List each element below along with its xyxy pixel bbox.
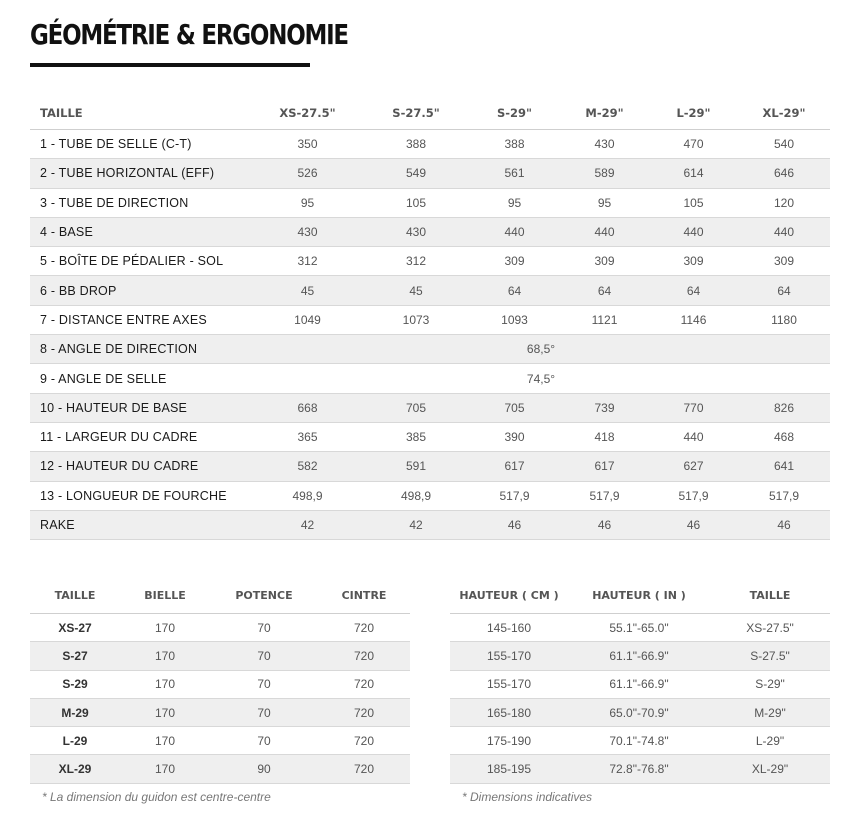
components-row: [30, 755, 410, 783]
geometry-cell: 561: [469, 159, 560, 188]
geometry-cell: 668: [252, 393, 363, 422]
geometry-cell: 105: [649, 188, 738, 217]
geometry-cell: 498,9: [363, 481, 469, 510]
geometry-header-cell: TAILLE: [30, 96, 252, 130]
geometry-cell: 440: [469, 217, 560, 246]
geometry-header-cell: M-29": [560, 96, 649, 130]
geometry-cell: 440: [560, 217, 649, 246]
sizing-cell: S-27.5": [710, 642, 830, 670]
geometry-cell: 42: [252, 510, 363, 539]
geometry-cell: 350: [252, 130, 363, 159]
sizing-note: * Dimensions indicatives: [462, 790, 593, 804]
sizing-row: [450, 642, 830, 670]
components-cell: 170: [120, 727, 210, 755]
page-title: GÉOMÉTRIE & ERGONOMIE: [30, 18, 348, 51]
geometry-cell: 388: [363, 130, 469, 159]
components-cell: 170: [120, 670, 210, 698]
components-cell: 720: [318, 642, 410, 670]
geometry-cell: 95: [560, 188, 649, 217]
geometry-header-cell: S-27.5": [363, 96, 469, 130]
components-cell: 170: [120, 642, 210, 670]
geometry-row-label: 6 - BB DROP: [30, 276, 252, 305]
geometry-cell: 64: [738, 276, 830, 305]
components-note: * La dimension du guidon est centre-centre: [42, 790, 271, 804]
sizing-cell: XL-29": [710, 755, 830, 783]
components-cell: 70: [210, 727, 318, 755]
geometry-cell: 589: [560, 159, 649, 188]
geometry-row: [30, 159, 830, 188]
geometry-cell: 309: [469, 247, 560, 276]
geometry-cell: 385: [363, 422, 469, 451]
geometry-cell: 591: [363, 452, 469, 481]
sizing-cell: 65.0"-70.9": [568, 698, 710, 726]
geometry-row: [30, 452, 830, 481]
components-cell: 720: [318, 698, 410, 726]
geometry-row-label: 3 - TUBE DE DIRECTION: [30, 188, 252, 217]
components-cell: 70: [210, 614, 318, 642]
title-underline: [30, 63, 310, 67]
sizing-cell: 70.1"-74.8": [568, 727, 710, 755]
sizing-cell: 165-180: [450, 698, 568, 726]
geometry-cell: 770: [649, 393, 738, 422]
components-size-cell: S-27: [30, 642, 120, 670]
geometry-row-label: 12 - HAUTEUR DU CADRE: [30, 452, 252, 481]
geometry-cell: 617: [469, 452, 560, 481]
geometry-row: [30, 188, 830, 217]
geometry-cell: 74,5°: [252, 364, 830, 393]
geometry-cell: 646: [738, 159, 830, 188]
geometry-cell: 120: [738, 188, 830, 217]
geometry-cell: 390: [469, 422, 560, 451]
geometry-cell: 64: [649, 276, 738, 305]
sizing-cell: XS-27.5": [710, 614, 830, 642]
geometry-cell: 470: [649, 130, 738, 159]
geometry-cell: 430: [363, 217, 469, 246]
sizing-cell: 61.1"-66.9": [568, 642, 710, 670]
geometry-cell: 468: [738, 422, 830, 451]
geometry-row: [30, 247, 830, 276]
geometry-cell: 388: [469, 130, 560, 159]
geometry-cell: 46: [738, 510, 830, 539]
sizing-row: [450, 698, 830, 726]
sizing-cell: S-29": [710, 670, 830, 698]
geometry-cell: 42: [363, 510, 469, 539]
components-size-cell: L-29: [30, 727, 120, 755]
geometry-row: [30, 130, 830, 159]
geometry-cell: 549: [363, 159, 469, 188]
geometry-cell: 365: [252, 422, 363, 451]
geometry-row: [30, 393, 830, 422]
geometry-cell: 440: [649, 422, 738, 451]
geometry-cell: 440: [649, 217, 738, 246]
geometry-cell: 418: [560, 422, 649, 451]
components-table: [30, 578, 410, 784]
geometry-row: [30, 481, 830, 510]
geometry-cell: 705: [363, 393, 469, 422]
geometry-cell: 517,9: [469, 481, 560, 510]
sizing-cell: 61.1"-66.9": [568, 670, 710, 698]
sizing-cell: L-29": [710, 727, 830, 755]
geometry-row-label: 10 - HAUTEUR DE BASE: [30, 393, 252, 422]
geometry-header-cell: L-29": [649, 96, 738, 130]
geometry-cell: 95: [252, 188, 363, 217]
sizing-cell: 72.8"-76.8": [568, 755, 710, 783]
sizing-header-cell: HAUTEUR ( IN ): [568, 578, 710, 614]
sizing-cell: M-29": [710, 698, 830, 726]
components-header-cell: CINTRE: [318, 578, 410, 614]
geometry-row-label: 8 - ANGLE DE DIRECTION: [30, 335, 252, 364]
geometry-header-cell: XS-27.5": [252, 96, 363, 130]
sizing-row: [450, 614, 830, 642]
geometry-cell: 1093: [469, 305, 560, 334]
geometry-cell: 1121: [560, 305, 649, 334]
geometry-cell: 1049: [252, 305, 363, 334]
sizing-header-row: [450, 578, 830, 614]
geometry-row-label: 1 - TUBE DE SELLE (C-T): [30, 130, 252, 159]
components-cell: 70: [210, 698, 318, 726]
geometry-cell: 46: [560, 510, 649, 539]
components-size-cell: XL-29: [30, 755, 120, 783]
geometry-row: [30, 335, 830, 364]
geometry-cell: 517,9: [560, 481, 649, 510]
geometry-cell: 540: [738, 130, 830, 159]
components-size-cell: S-29: [30, 670, 120, 698]
geometry-cell: 309: [649, 247, 738, 276]
sizing-row: [450, 727, 830, 755]
geometry-cell: 526: [252, 159, 363, 188]
geometry-cell: 45: [363, 276, 469, 305]
sizing-cell: 155-170: [450, 670, 568, 698]
geometry-row-label: RAKE: [30, 510, 252, 539]
geometry-cell: 95: [469, 188, 560, 217]
components-size-cell: M-29: [30, 698, 120, 726]
components-cell: 70: [210, 642, 318, 670]
geometry-cell: 614: [649, 159, 738, 188]
components-header-cell: POTENCE: [210, 578, 318, 614]
geometry-cell: 1073: [363, 305, 469, 334]
components-row: [30, 727, 410, 755]
components-header-row: [30, 578, 410, 614]
components-cell: 170: [120, 755, 210, 783]
geometry-cell: 1180: [738, 305, 830, 334]
geometry-cell: 440: [738, 217, 830, 246]
sizing-cell: 155-170: [450, 642, 568, 670]
geometry-cell: 739: [560, 393, 649, 422]
components-cell: 720: [318, 727, 410, 755]
geometry-cell: 45: [252, 276, 363, 305]
geometry-cell: 641: [738, 452, 830, 481]
geometry-cell: 68,5°: [252, 335, 830, 364]
geometry-header-cell: XL-29": [738, 96, 830, 130]
components-row: [30, 670, 410, 698]
components-header-cell: TAILLE: [30, 578, 120, 614]
sizing-header-cell: TAILLE: [710, 578, 830, 614]
geometry-cell: 517,9: [738, 481, 830, 510]
geometry-cell: 309: [738, 247, 830, 276]
geometry-cell: 64: [469, 276, 560, 305]
components-cell: 170: [120, 614, 210, 642]
geometry-row-label: 11 - LARGEUR DU CADRE: [30, 422, 252, 451]
components-cell: 70: [210, 670, 318, 698]
geometry-cell: 46: [649, 510, 738, 539]
geometry-row: [30, 217, 830, 246]
geometry-cell: 826: [738, 393, 830, 422]
sizing-cell: 55.1"-65.0": [568, 614, 710, 642]
geometry-cell: 498,9: [252, 481, 363, 510]
geometry-cell: 517,9: [649, 481, 738, 510]
geometry-row-label: 4 - BASE: [30, 217, 252, 246]
geometry-cell: 309: [560, 247, 649, 276]
geometry-cell: 705: [469, 393, 560, 422]
sizing-table: [450, 578, 830, 784]
geometry-cell: 430: [252, 217, 363, 246]
sizing-cell: 175-190: [450, 727, 568, 755]
geometry-row: [30, 364, 830, 393]
components-cell: 170: [120, 698, 210, 726]
geometry-row-label: 9 - ANGLE DE SELLE: [30, 364, 252, 393]
components-row: [30, 642, 410, 670]
geometry-row-label: 5 - BOÎTE DE PÉDALIER - SOL: [30, 247, 252, 276]
geometry-cell: 617: [560, 452, 649, 481]
geometry-cell: 312: [252, 247, 363, 276]
geometry-cell: 312: [363, 247, 469, 276]
geometry-row: [30, 422, 830, 451]
components-row: [30, 698, 410, 726]
geometry-cell: 64: [560, 276, 649, 305]
geometry-row: [30, 305, 830, 334]
components-cell: 720: [318, 614, 410, 642]
geometry-row-label: 7 - DISTANCE ENTRE AXES: [30, 305, 252, 334]
geometry-table: [30, 96, 830, 540]
geometry-row-label: 13 - LONGUEUR DE FOURCHE: [30, 481, 252, 510]
geometry-cell: 105: [363, 188, 469, 217]
geometry-header-row: [30, 96, 830, 130]
geometry-cell: 430: [560, 130, 649, 159]
sizing-cell: 185-195: [450, 755, 568, 783]
components-size-cell: XS-27: [30, 614, 120, 642]
components-header-cell: BIELLE: [120, 578, 210, 614]
geometry-cell: 582: [252, 452, 363, 481]
sizing-header-cell: HAUTEUR ( CM ): [450, 578, 568, 614]
sizing-cell: 145-160: [450, 614, 568, 642]
geometry-header-cell: S-29": [469, 96, 560, 130]
geometry-row: [30, 276, 830, 305]
geometry-cell: 1146: [649, 305, 738, 334]
geometry-row: [30, 510, 830, 539]
geometry-cell: 627: [649, 452, 738, 481]
components-row: [30, 614, 410, 642]
geometry-cell: 46: [469, 510, 560, 539]
geometry-row-label: 2 - TUBE HORIZONTAL (EFF): [30, 159, 252, 188]
sizing-row: [450, 755, 830, 783]
sizing-row: [450, 670, 830, 698]
components-cell: 90: [210, 755, 318, 783]
components-cell: 720: [318, 755, 410, 783]
components-cell: 720: [318, 670, 410, 698]
